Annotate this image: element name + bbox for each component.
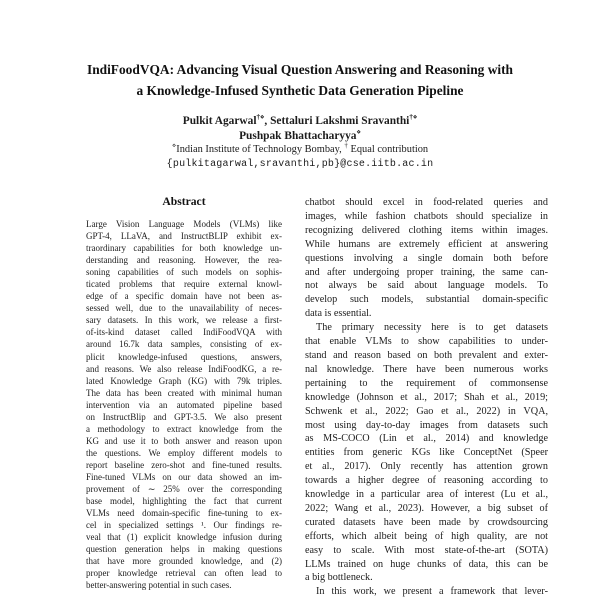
equal-contribution-text: Equal contribution xyxy=(350,144,429,155)
text-line: While humans are extremely efficient at answering xyxy=(305,238,548,250)
text-line: report baseline zero-shot and fine-tuned results. xyxy=(86,459,282,470)
text-line: recognizing delivered clothing items within images. xyxy=(305,224,548,236)
text-line: VLMs need domain-specific fine-tuning to ex- xyxy=(86,508,282,519)
author-name: Pushpak Bhattacharyya xyxy=(239,129,357,142)
author-name: Settaluri Lakshmi Sravanthi xyxy=(270,115,410,127)
text-line: around 16.7k data samples, consisting of ex- xyxy=(86,339,282,350)
text-line: KG and use it to both answer and reason upon xyxy=(86,435,282,446)
left-column xyxy=(86,195,282,591)
author-block xyxy=(0,114,600,143)
text-line: question generation helps in making questions xyxy=(86,544,282,555)
text-line: 2022; Wang et al., 2023). However, a big subset of xyxy=(305,502,548,514)
text-line: images, while fashion chatbots should specialize in xyxy=(305,210,548,222)
author-line-2 xyxy=(0,129,600,144)
text-line: The primary necessity here is to get datasets xyxy=(316,322,548,334)
text-line: plicit knowledge-infused questions, answers, xyxy=(86,351,282,362)
text-line: veal that (1) explicit knowledge infusion during xyxy=(86,532,282,543)
author-name: Pulkit Agarwal xyxy=(182,115,257,127)
text-line: sary datasets. In this work, we release a first- xyxy=(86,315,282,326)
text-line: as MS-COCO (Lin et al., 2014) and knowledge xyxy=(305,433,548,445)
text-line: a methodology to extract knowledge from the xyxy=(86,423,282,434)
text-line: provement of ∼ 25% over the corresponding xyxy=(86,484,282,495)
text-line: chatbot should excel in food-related queries and xyxy=(305,197,548,208)
text-line: knowledge in a particular area of interest (Lu et al., xyxy=(305,489,548,501)
text-line: base model, highlighting the fact that current xyxy=(86,496,282,507)
text-line: The data has been created with minimal human xyxy=(86,387,282,398)
text-line: edge of a specific domain have not been as- xyxy=(86,291,282,302)
paper-title xyxy=(0,0,600,101)
text-line: develop such models, substantial domain-specific xyxy=(305,294,548,306)
text-line: curated datasets have been made by crowdsourcing xyxy=(305,516,548,528)
text-line: lated Knowledge Graph (KG) with 79k triples. xyxy=(86,375,282,386)
text-line: the questions. We employ different models to xyxy=(86,447,282,458)
abstract-heading: Abstract xyxy=(162,195,206,208)
text-line: not always be said about language models. To xyxy=(305,280,548,292)
two-column-body xyxy=(0,195,600,599)
author-email: {pulkitagarwal,sravanthi,pb}@cse.iitb.ac.in xyxy=(166,159,434,170)
text-line: of-its-kind dataset called IndiFoodVQA with xyxy=(86,327,282,338)
paragraph xyxy=(305,321,548,585)
affiliation-mark: ⋄ xyxy=(171,141,177,150)
affiliation-text: Indian Institute of Technology Bombay, xyxy=(176,144,342,155)
text-line: GPT-4, LLaVA, and InstructBLIP exhibit ex- xyxy=(86,231,282,242)
text-line: stand and reason based on both prevalent and exter- xyxy=(305,349,548,361)
text-line: proper knowledge retrieval can often lead to xyxy=(86,568,282,579)
equal-contribution-mark: † xyxy=(344,141,348,150)
text-line: that enable VLMs to show capabilities to under- xyxy=(305,336,548,348)
text-line: pertaining to the requirement of commonsense xyxy=(305,377,548,389)
author-line-1 xyxy=(0,114,600,129)
text-line: most using day-to-day images from datasets such xyxy=(305,419,548,431)
text-line: and after undergoing proper training, the same can- xyxy=(305,266,548,278)
text-line: and reasons. We also release IndiFoodKG, a re- xyxy=(86,363,282,374)
text-line: a big bottleneck. xyxy=(305,572,373,584)
text-line: Large Vision Language Models (VLMs) like xyxy=(86,219,282,229)
text-line: soning capabilities of such models on sophis- xyxy=(86,267,282,278)
text-line: that have more grounded knowledge, and (2) xyxy=(86,556,282,567)
right-column xyxy=(305,195,548,599)
text-line: Schwenk et al., 2022; Gao et al., 2022) in VQA, xyxy=(305,405,548,417)
abstract-body xyxy=(86,218,282,591)
text-line: In this work, we present a framework that lever- xyxy=(316,586,548,598)
text-line: easy to scale. With most state-of-the-art (SOTA) xyxy=(305,544,548,556)
paragraph xyxy=(305,196,548,321)
text-line: traordinary capabilities for both knowledge un- xyxy=(86,243,282,254)
author-footnote-mark: †⋄ xyxy=(409,113,418,122)
text-line: on InstructBlip and GPT-3.5. We also present xyxy=(86,411,282,422)
text-line: efforts, which albeit being of high quality, are not xyxy=(305,530,548,542)
text-line: ticated problems that require external knowl- xyxy=(86,279,282,290)
paper-title-line-2: a Knowledge-Infused Synthetic Data Generation Pipeline xyxy=(136,83,464,98)
text-line: entities from generic KGs like ConceptNet (Speer xyxy=(305,447,548,459)
text-line: intervention via an automated pipeline based xyxy=(86,399,282,410)
paragraph xyxy=(305,585,548,599)
text-line: sessed well, due to the unavailability of neces- xyxy=(86,303,282,314)
paper-title-line-1: IndiFoodVQA: Advancing Visual Question Answering and Reasoning with xyxy=(86,62,513,77)
text-line: knowledge (Johnson et al., 2017; Shah et al., 2019; xyxy=(305,391,548,403)
author-footnote-mark: †⋄ xyxy=(256,113,265,122)
text-line: data is essential. xyxy=(305,308,372,320)
text-line: LLMs trained on huge chunks of data, this can be xyxy=(305,558,548,570)
text-line: derstanding and reasoning. However, the rea- xyxy=(86,255,282,266)
text-line: nal knowledge. There have been numerous works xyxy=(305,363,548,375)
author-separator: , xyxy=(264,115,271,127)
text-line: cel in specialized settings ¹. Our findings re- xyxy=(86,520,282,531)
text-line: questions involving a single domain both before xyxy=(305,252,548,264)
text-line: et al., 2017). Only recently has attention grown xyxy=(305,461,548,473)
text-line: Fine-tuned VLMs on our data showed an im- xyxy=(86,471,282,482)
affiliation-line xyxy=(0,143,600,157)
text-line: better-answering potential in such cases. xyxy=(86,580,232,591)
text-line: towards a higher degree of reasoning according to xyxy=(305,475,548,487)
author-footnote-mark: ⋄ xyxy=(356,127,361,136)
